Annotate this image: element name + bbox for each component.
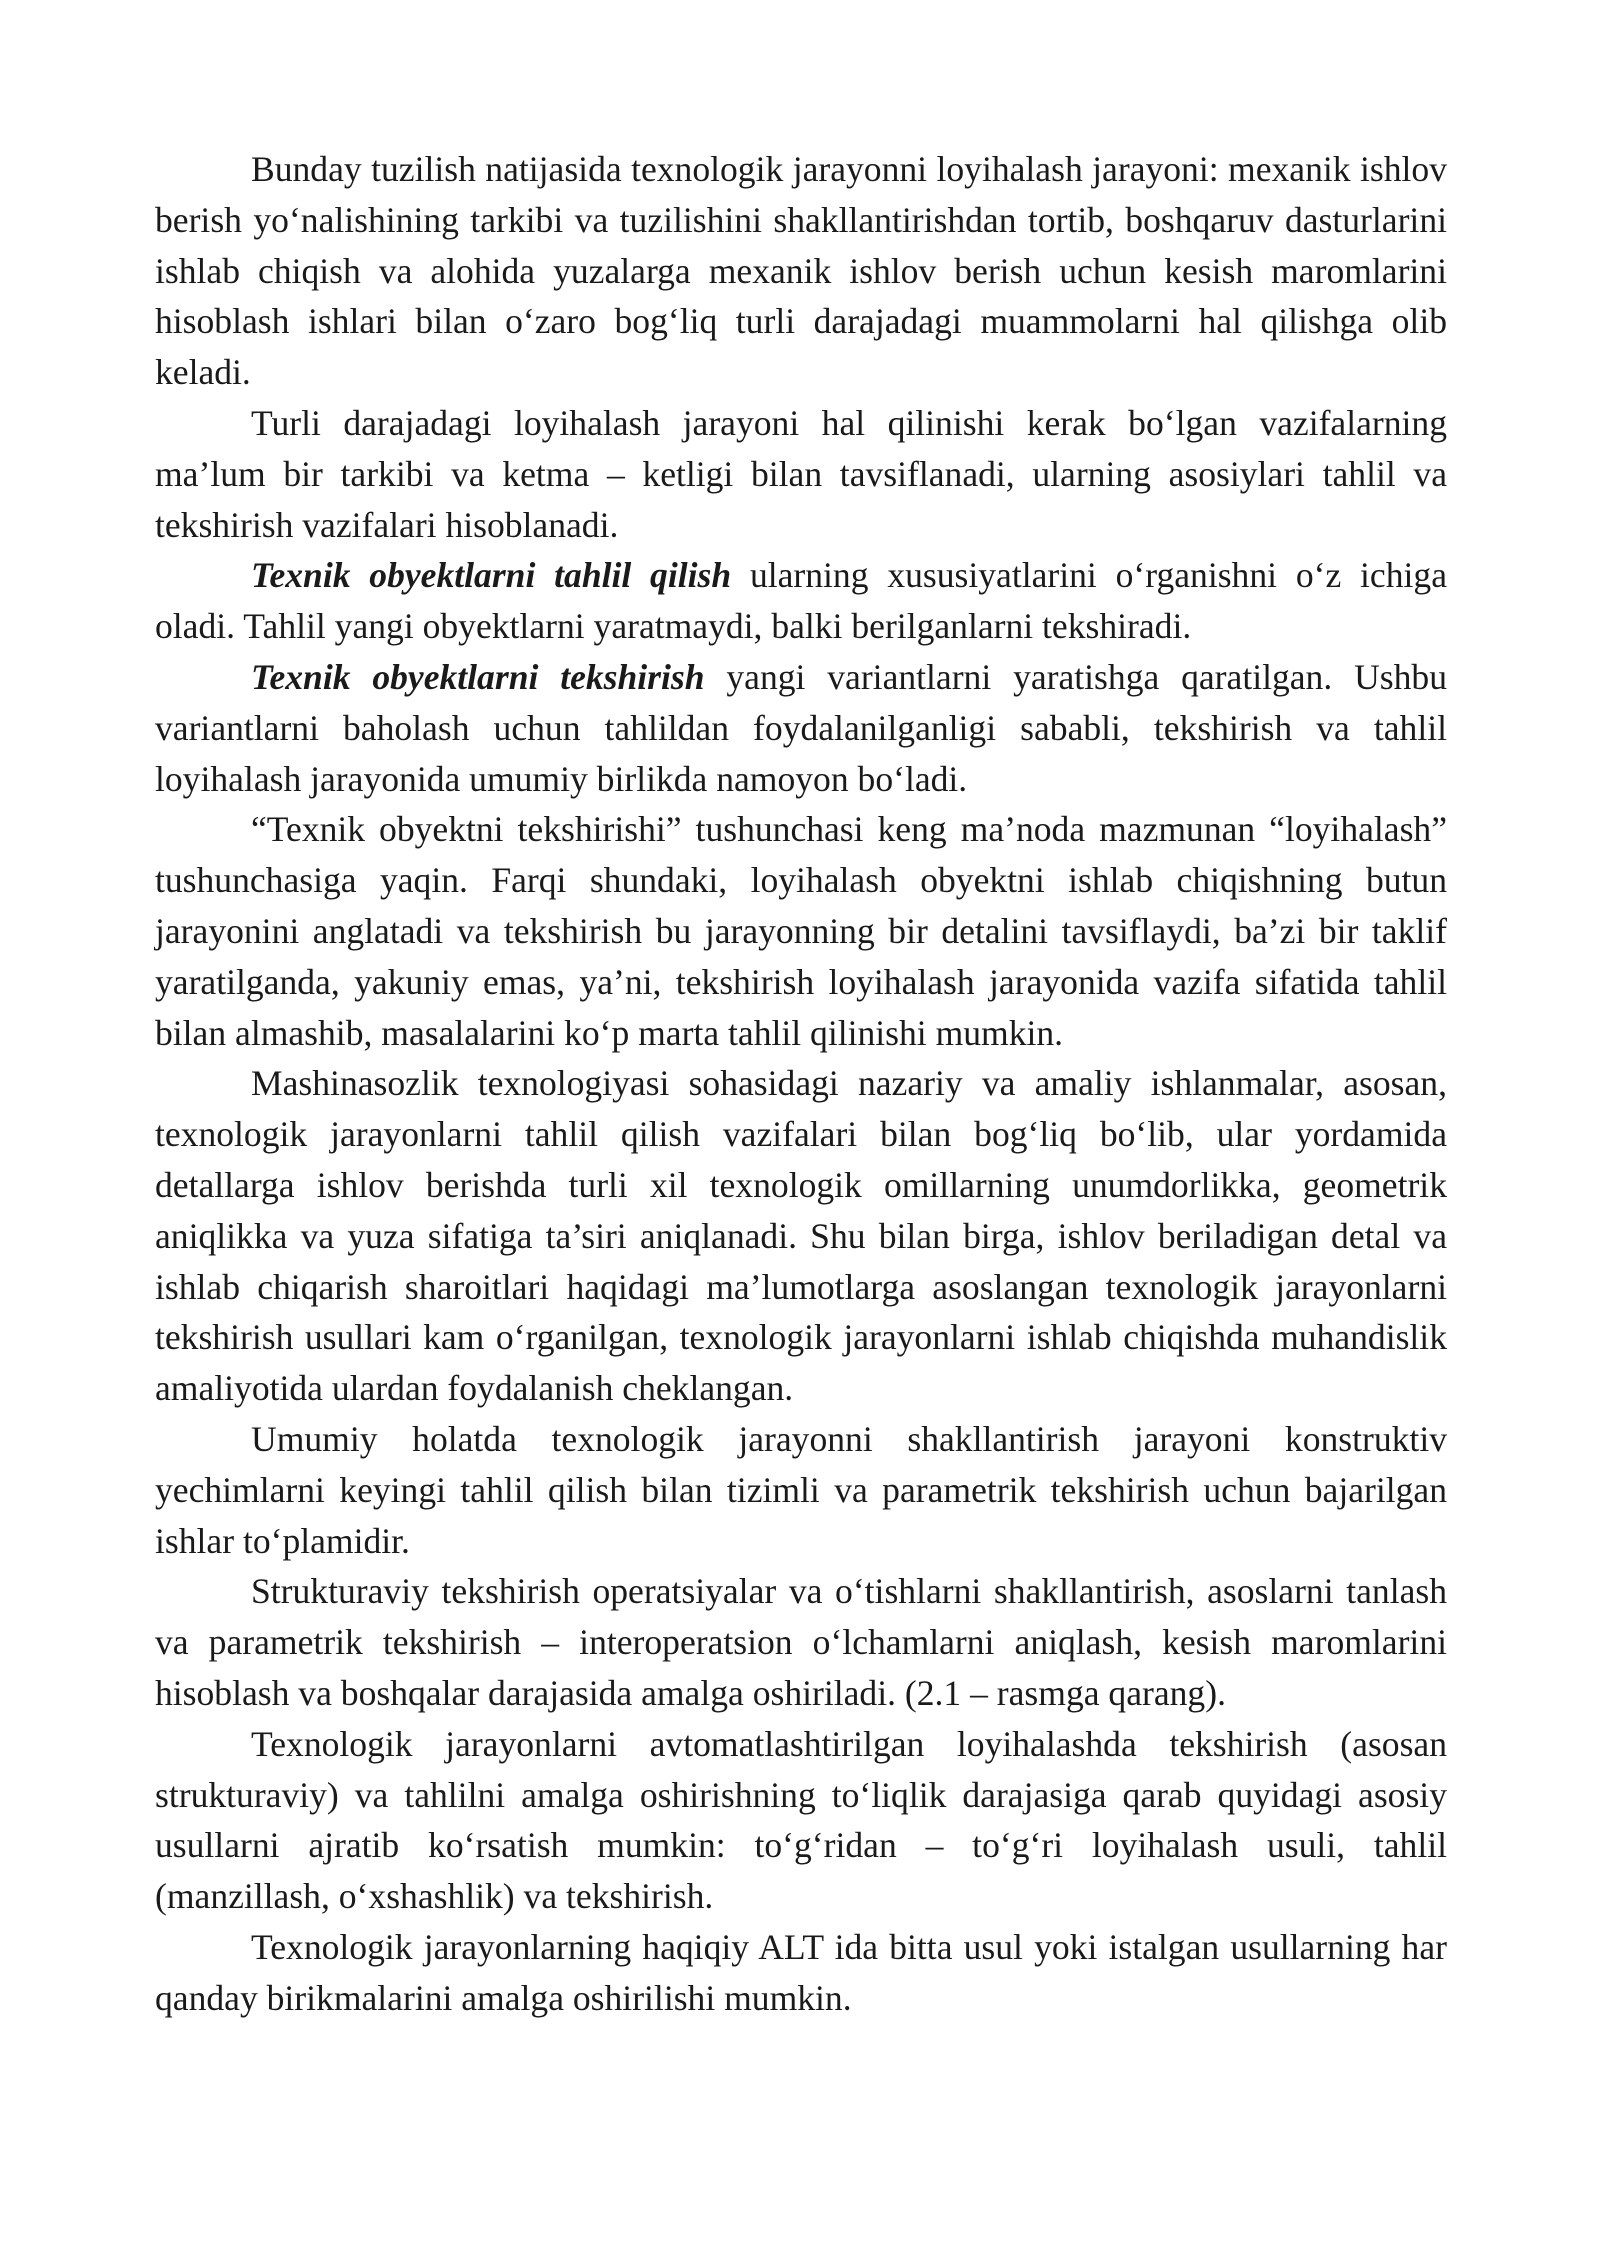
paragraph-text: Mashinasozlik texnologiyasi sohasidagi nazariy va amaliy ishlanmalar, asosan, texnologik jarayonlarni tahlil qilish vazifalari bilan bog‘liq bo‘lib, ular yordamida detallarga ishlov berishda turli xil texnologik omillarning unumdorlikka, geometrik aniqlikka va yuza sifatiga ta’siri aniqlanadi. Shu bilan birga, ishlov beriladigan detal va ishlab chiqarish sharoitlari haqidagi ma’lumotlarga asoslangan texnologik jarayonlarni tekshirish usullari kam o‘rganilgan, texnologik jarayonlarni ishlab chiqishda muhandislik amaliyotida ulardan foydalanish cheklangan. — [155, 1063, 1447, 1409]
paragraph-10 — [155, 1922, 1447, 2024]
document-page — [155, 144, 1447, 2023]
paragraph-6 — [155, 1058, 1447, 1414]
paragraph-text: Strukturaviy tekshirish operatsiyalar va o‘tishlarni shakllantirish, asoslarni tanlash va parametrik tekshirish – interoperatsion o‘lchamlarni aniqlash, kesish maromlarini hisoblash va boshqalar darajasida amalga oshiriladi. (2.1 – rasmga qarang). — [155, 1571, 1447, 1713]
term-synthesis: Texnik obyektlarni tekshirish — [251, 656, 705, 697]
paragraph-text: “Texnik obyektni tekshirishi” tushunchasi keng ma’noda mazmunan “loyihalash” tushunchasiga yaqin. Farqi shundaki, loyihalash obyektni ishlab chiqishning butun jarayonini anglatadi va tekshirish bu jarayonning bir detalini tavsiflaydi, ba’zi bir taklif yaratilganda, yakuniy emas, ya’ni, tekshirish loyihalash jarayonida vazifa sifatida tahlil bilan almashib, masalalarini ko‘p marta tahlil qilinishi mumkin. — [155, 809, 1447, 1053]
paragraph-8 — [155, 1566, 1447, 1718]
paragraph-2 — [155, 398, 1447, 550]
paragraph-9 — [155, 1719, 1447, 1922]
paragraph-3 — [155, 550, 1447, 652]
paragraph-text: yangi variantlarni yaratishga qaratilgan. Ushbu variantlarni baholash uchun tahlildan foydalanilganligi sababli, tekshirish va tahlil loyihalash jarayonida umumiy birlikda namoyon bo‘ladi. — [155, 656, 1447, 799]
paragraph-5 — [155, 804, 1447, 1058]
paragraph-text: Umumiy holatda texnologik jarayonni shakllantirish jarayoni konstruktiv yechimlarni keyingi tahlil qilish bilan tizimli va parametrik tekshirish uchun bajarilgan ishlar to‘plamidir. — [155, 1418, 1447, 1561]
paragraph-4 — [155, 652, 1447, 804]
term-analysis: Texnik obyektlarni tahlil qilish — [251, 555, 732, 596]
paragraph-7 — [155, 1414, 1447, 1566]
paragraph-text: Turli darajadagi loyihalash jarayoni hal qilinishi kerak bo‘lgan vazifalarning ma’lum bir tarkibi va ketma – ketligi bilan tavsiflanadi, ularning asosiylari tahlil va tekshirish vazifalari hisoblanadi. — [155, 402, 1447, 545]
paragraph-text: ularning xususiyatlarini o‘rganishni o‘z ichiga oladi. Tahlil yangi obyektlarni yaratmaydi, balki berilganlarni tekshiradi. — [155, 555, 1447, 647]
paragraph-text: Texnologik jarayonlarning haqiqiy ALT ida bitta usul yoki istalgan usullarning har qanday birikmalarini amalga oshirilishi mumkin. — [155, 1926, 1447, 2018]
paragraph-1 — [155, 144, 1447, 398]
paragraph-text: Bunday tuzilish natijasida texnologik jarayonni loyihalash jarayoni: mexanik ishlov berish yo‘nalishining tarkibi va tuzilishini shakllantirishdan tortib, boshqaruv dasturlarini ishlab chiqish va alohida yuzalarga mexanik ishlov berish uchun kesish maromlarini hisoblash ishlari bilan o‘zaro bog‘liq turli darajadagi muammolarni hal qilishga olib keladi. — [155, 149, 1447, 393]
paragraph-text: Texnologik jarayonlarni avtomatlashtirilgan loyihalashda tekshirish (asosan strukturaviy) va tahlilni amalga oshirishning to‘liqlik darajasiga qarab quyidagi asosiy usullarni ajratib ko‘rsatish mumkin: to‘g‘ridan – to‘g‘ri loyihalash usuli, tahlil (manzillash, o‘xshashlik) va tekshirish. — [155, 1723, 1447, 1917]
